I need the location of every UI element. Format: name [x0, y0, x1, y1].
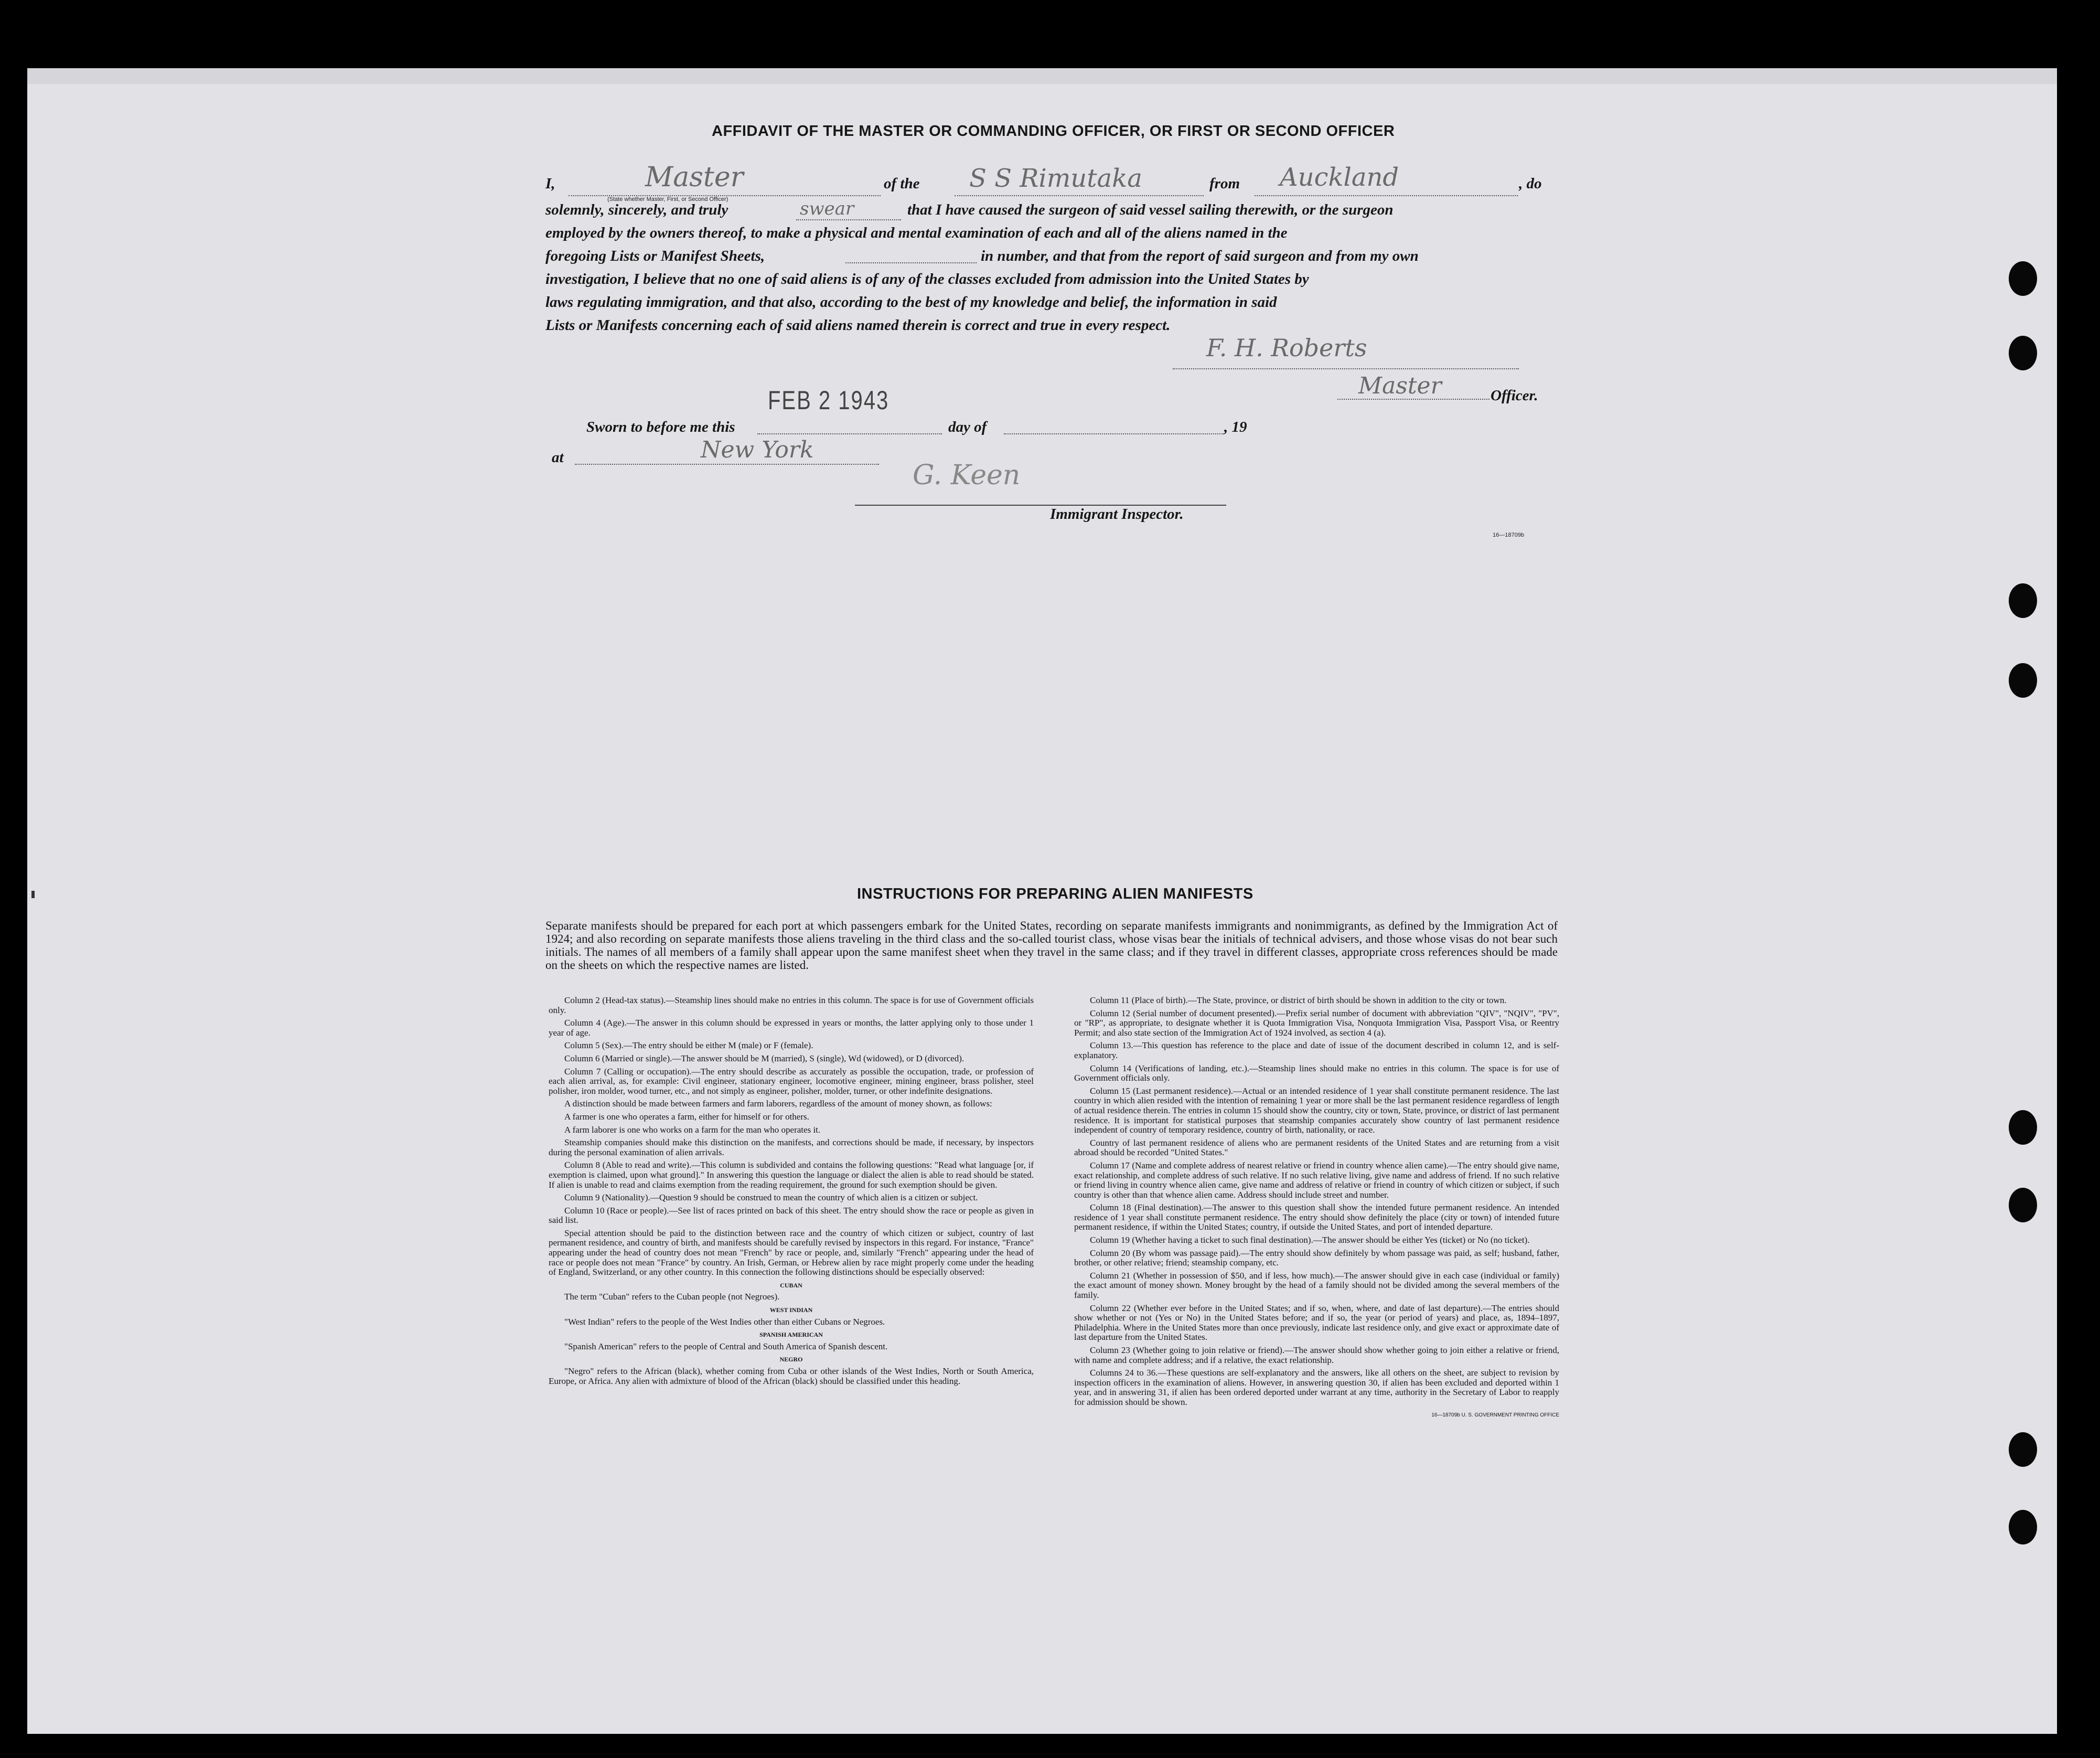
affidavit-line-6: laws regulating immigration, and that also, according to the best of my knowledge and belief, the information in said	[545, 294, 1277, 311]
sworn-day-line	[757, 433, 942, 434]
signature-line	[1173, 368, 1519, 369]
affidavit-line-7: Lists or Manifests concerning each of said aliens named therein is correct and true in every respect.	[545, 317, 1171, 334]
form-number: 16—18709b	[1493, 532, 1524, 538]
at-label: at	[552, 449, 564, 466]
instruction-paragraph: Column 20 (By whom was passage paid).—The entry should show definitely by whom passage was paid, as self; husband, father, brother, or other relative; friend; steamship company, etc.	[1074, 1248, 1559, 1268]
instruction-paragraph: Column 2 (Head-tax status).—Steamship lines should make no entries in this column. The space is for use of Government officials only.	[549, 995, 1034, 1015]
label-i: I,	[545, 175, 555, 192]
instruction-paragraph: Special attention should be paid to the distinction between race and the country of which citizen or subject, country of last permanent residence, and country of birth, and manifests should be carefully revised by inspectors in this regard. For instance, "France" appearing under the head of country does not mean "French" by race or people, and, similarly "French" appearing under the head of race or people does not mean "France" by country. An Irish, German, or Hebrew alien by race might properly come under the heading of England, Switzerland, or any other country. In this connection the following distinctions should be especially observed:	[549, 1228, 1034, 1277]
label-do: , do	[1519, 175, 1542, 192]
instruction-paragraph: A distinction should be made between farmers and farm laborers, regardless of the amount of money shown, as follows:	[564, 1099, 992, 1109]
instruction-paragraph: Column 18 (Final destination).—The answer to this question shall show the intended future permanent residence. An intended residence of 1 year shall constitute permanent residence. The entry should show definitely the place (city or town) of intended future permanent residence, if within the United States; country, if outside the United States, and port of intended departure.	[1074, 1202, 1559, 1232]
instruction-paragraph: Column 13.—This question has reference to the place and date of issue of the document described in column 12, and is self-explanatory.	[1074, 1040, 1559, 1060]
scan-margin	[2057, 68, 2100, 1758]
day-of-label: day of	[948, 419, 987, 435]
instruction-paragraph: Country of last permanent residence of aliens who are permanent residents of the United States and are returning from a visit abroad should be recorded "United States."	[1074, 1137, 1559, 1158]
port-handwritten: Auckland	[1280, 163, 1399, 192]
spanish-american-text: "Spanish American" refers to the people of Central and South America of Spanish descent.	[564, 1341, 888, 1351]
rank-handwritten: Master	[645, 162, 744, 193]
printing-office-footer: 16—18709b U. S. GOVERNMENT PRINTING OFFICE	[1431, 1412, 1559, 1418]
cuban-text: The term "Cuban" refers to the Cuban people (not Negroes).	[564, 1292, 780, 1302]
master-signature: F. H. Roberts	[1206, 334, 1367, 362]
instruction-paragraph: Column 5 (Sex).—The entry should be either M (male) or F (female).	[564, 1040, 813, 1051]
page-top-edge	[27, 68, 2057, 84]
date-stamp: FEB 2 1943	[768, 386, 890, 415]
label-from: from	[1209, 175, 1240, 192]
instruction-paragraph: Column 6 (Married or single).—The answer should be M (married), S (single), Wd (widowed), or D (divorced).	[564, 1053, 965, 1063]
punch-hole	[2009, 583, 2037, 618]
instruction-paragraph: Steamship companies should make this distinction on the manifests, and corrections should be made, if necessary, by inspectors during the personal examination of alien arrivals.	[549, 1137, 1034, 1157]
instruction-paragraph: A farm laborer is one who works on a farm for the man who operates it.	[564, 1124, 821, 1135]
instruction-paragraph: Column 10 (Race or people).—See list of races printed on back of this sheet. The entry should show the race or people as given in said list.	[549, 1205, 1034, 1226]
instruction-paragraph: Column 23 (Whether going to join relative or friend).—The answer should show whether going to join either a relative or friend, with name and complete address; and if a relative, the exact relationship.	[1074, 1345, 1559, 1365]
signer-title-handwritten: Master	[1358, 372, 1442, 399]
affidavit-line-2b: that I have caused the surgeon of said vessel sailing therewith, or the surgeon	[907, 201, 1394, 218]
instruction-paragraph: Column 22 (Whether ever before in the United States; and if so, when, where, and date of last departure).—The entries should show whether or not (Yes or No) in the United States before; and if so, the year (or period of years) and place, as, 1894–1897, Philadelphia. Where in the United States more than once previously, indicate last residence only, and give exact or approximate date of last departure from the United States.	[1074, 1303, 1559, 1343]
punch-hole	[2009, 1510, 2037, 1544]
instruction-paragraph: Column 14 (Verifications of landing, etc.).—Steamship lines should make no entries in this column. The space is for use of Government officials only.	[1074, 1063, 1559, 1083]
instruction-paragraph: A farmer is one who operates a farm, either for himself or for others.	[564, 1111, 809, 1122]
instruction-paragraph: Column 21 (Whether in possession of $50, and if less, how much).—The answer should give in each case (individual or family) the exact amount of money shown. Money brought by the head of a family should not be divided among the several members of the family.	[1074, 1270, 1559, 1301]
affidavit-line-4b: in number, and that from the report of said surgeon and from my own	[981, 248, 1419, 264]
west-indian-text: "West Indian" refers to the people of the West Indies other than either Cubans or Negroes.	[564, 1316, 885, 1327]
instruction-paragraph: Column 7 (Calling or occupation).—The entry should describe as accurately as possible the occupation, trade, or profession of each alien arrival, as, for example: Civil engineer, stationary engineer, locomotive engineer, mining engineer, brass polisher, steel polisher, iron molder, wood turner, etc., and not simply as engineer, polisher, molder, turner, or other indefinite designations.	[549, 1066, 1034, 1096]
negro-heading: NEGRO	[779, 1356, 803, 1363]
year-label: , 19	[1224, 419, 1247, 435]
port-line	[1255, 195, 1518, 196]
cuban-heading: CUBAN	[780, 1281, 802, 1289]
place-handwritten: New York	[701, 436, 814, 463]
punch-hole	[2009, 1188, 2037, 1222]
punch-hole	[2009, 1432, 2037, 1467]
sworn-label: Sworn to before me this	[586, 419, 735, 435]
punch-hole	[2009, 261, 2037, 296]
punch-hole	[2009, 1110, 2037, 1145]
west-indian-heading: WEST INDIAN	[769, 1306, 813, 1314]
swear-line	[796, 219, 901, 220]
instruction-paragraph: Column 12 (Serial number of document presented).—Prefix serial number of document with abbreviation "QIV", "NQIV", "PV", or "RP", as appropriate, to designate whether it is Quota Immigration Visa, Nonquota Immigration Visa, Passport Visa, or Reentry Permit; and also state section of the Immigration Act of 1924 involved, as section 4 (a).	[1074, 1008, 1559, 1038]
inspector-signature: G. Keen	[913, 460, 1021, 491]
instruction-paragraph: Columns 24 to 36.—These questions are self-explanatory and the answers, like all others on the sheet, are subject to revision by inspection officers in the examination of aliens. However, in answering question 30, if alien has been excluded and deported within 1 year, and in answering 31, if alien has been ordered deported under warrant at any time, authority in the Secretary of Labor to reapply for admission should be shown.	[1074, 1368, 1559, 1407]
affidavit-line-2a: solemnly, sincerely, and truly	[545, 201, 728, 218]
spanish-american-heading: SPANISH AMERICAN	[759, 1331, 823, 1339]
instruction-paragraph: Column 11 (Place of birth).—The State, province, or district of birth should be shown in addition to the city or town.	[1090, 995, 1507, 1005]
scan-mark	[31, 891, 35, 898]
swear-handwritten: swear	[800, 198, 854, 219]
instruction-paragraph: Column 19 (Whether having a ticket to such final destination).—The answer should be either Yes (ticket) or No (no ticket).	[1090, 1235, 1530, 1245]
officer-label: Officer.	[1491, 387, 1538, 404]
month-line	[1004, 433, 1224, 434]
instruction-paragraph: Column 8 (Able to read and write).—This column is subdivided and contains the following questions: "Read what language [or, if exemption is claimed, upon what ground]." In answering this question the language or dialect the alien is able to read should be stated. If alien is unable to read and claims exemption from the reading requirement, the ground for such exemption should be given.	[549, 1160, 1034, 1190]
inspector-label: Immigrant Inspector.	[1050, 506, 1184, 523]
rank-hint: (State whether Master, First, or Second Officer)	[607, 196, 728, 203]
affidavit-line-5: investigation, I believe that no one of said aliens is of any of the classes excluded from admission into the United States by	[545, 271, 1309, 287]
instructions-intro: Separate manifests should be prepared for each port at which passengers embark for the United States, recording on separate manifests immigrants and nonimmigrants, as defined by the Immigration Act of 1924; and also recording on separate manifests those aliens traveling in the third class and the so-called tourist class, whose visas bear the initials of technical advisers, and those whose visas do not bear such initials. The names of all members of a family shall appear upon the same manifest sheet when they travel in the same class; and if they travel in different classes, appropriate cross references should be made on the sheets on which the respective names are listed.	[545, 919, 1558, 972]
count-line	[845, 262, 977, 263]
affidavit-title: AFFIDAVIT OF THE MASTER OR COMMANDING OFFICER, OR FIRST OR SECOND OFFICER	[712, 123, 1395, 140]
instructions-left-column	[549, 996, 1034, 1389]
punch-hole	[2009, 663, 2037, 698]
instruction-paragraph: Column 4 (Age).—The answer in this column should be expressed in years or months, the latter applying only to those under 1 year of age.	[549, 1018, 1034, 1038]
officer-title-line	[1337, 399, 1490, 400]
place-line-rule	[575, 464, 879, 465]
punch-hole	[2009, 336, 2037, 370]
affidavit-line-3: employed by the owners thereof, to make a physical and mental examination of each and all of the aliens named in the	[545, 225, 1288, 241]
instruction-paragraph: Column 17 (Name and complete address of nearest relative or friend in country whence alien came).—The entry should give name, exact relationship, and complete address of such relative. If no such relative living, give name and address of friend. If no such relative or friend living in country whence alien came, give name and address of relative or friend in country of which citizen or subject, if such country is other than that whence alien came. Address should include street and number.	[1074, 1160, 1559, 1200]
vessel-handwritten: S S Rimutaka	[969, 164, 1142, 193]
instructions-title: INSTRUCTIONS FOR PREPARING ALIEN MANIFESTS	[857, 886, 1253, 902]
vessel-line	[955, 195, 1204, 196]
instructions-right-column	[1074, 996, 1559, 1423]
instruction-paragraph: Column 15 (Last permanent residence).—Actual or an intended residence of 1 year shall constitute permanent residence. The last country in which alien resided with the intention of remaining 1 year or more shall be the last permanent residence regardless of length of actual residence therein. The entries in column 15 should show the country, city or town, State, province, or district of last permanent residence. It is important for statistical purposes that steamship companies accurately show country of last permanent residence independent of country of temporary residence, country of birth, nationality, or race.	[1074, 1085, 1559, 1135]
affidavit-line-4a: foregoing Lists or Manifest Sheets,	[545, 248, 765, 264]
negro-text: "Negro" refers to the African (black), whether coming from Cuba or other islands of the West Indies, North or South America, Europe, or Africa. Any alien with admixture of blood of the African (black) should be classified under this heading.	[549, 1366, 1034, 1386]
label-of-the: of the	[884, 175, 920, 192]
instruction-paragraph: Column 9 (Nationality).—Question 9 should be construed to mean the country of which alien is a citizen or subject.	[564, 1192, 978, 1203]
